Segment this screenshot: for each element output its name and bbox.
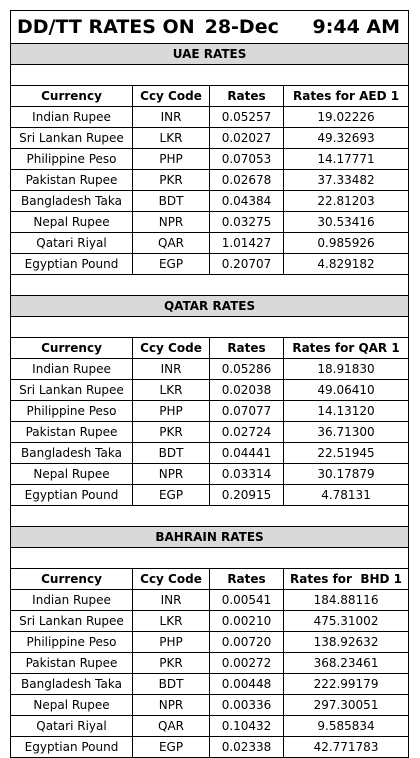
converted-rate-cell: 9.585834 [284,716,409,737]
ccy-code-cell: PKR [133,653,210,674]
currency-cell: Nepal Rupee [11,212,133,233]
spacer-cell [11,317,409,338]
table-row [11,170,409,191]
currency-cell: Sri Lankan Rupee [11,380,133,401]
currency-cell: Bangladesh Taka [11,191,133,212]
rate-cell: 0.10432 [210,716,284,737]
rate-cell: 0.20707 [210,254,284,275]
rate-cell: 0.03275 [210,212,284,233]
spacer-row [11,275,409,296]
ccy-code-cell: PKR [133,422,210,443]
ccy-code-cell: EGP [133,485,210,506]
spacer-cell [11,65,409,86]
rate-cell: 0.00336 [210,695,284,716]
rates-table [10,10,409,758]
converted-rate-cell: 0.985926 [284,233,409,254]
ccy-code-cell: LKR [133,611,210,632]
ccy-code-cell: QAR [133,716,210,737]
converted-rate-cell: 4.829182 [284,254,409,275]
table-row [11,401,409,422]
currency-cell: Philippine Peso [11,632,133,653]
title-label: DD/TT RATES ON [17,16,195,38]
spacer-row [11,65,409,86]
currency-cell: Pakistan Rupee [11,170,133,191]
rates-header: Rates [210,86,284,107]
spacer-row [11,548,409,569]
ccy-code-cell: NPR [133,212,210,233]
currency-cell: Nepal Rupee [11,464,133,485]
rate-cell: 0.00272 [210,653,284,674]
ccy-code-cell: NPR [133,464,210,485]
ccy-code-cell: PHP [133,401,210,422]
converted-rate-cell: 222.99179 [284,674,409,695]
rate-cell: 0.02038 [210,380,284,401]
rates-header: Rates [210,338,284,359]
ccy-code-cell: NPR [133,695,210,716]
currency-cell: Sri Lankan Rupee [11,128,133,149]
rate-cell: 0.04384 [210,191,284,212]
rate-cell: 0.00720 [210,632,284,653]
spacer-cell [11,506,409,527]
title-time: 9:44 AM [312,16,401,38]
converted-rate-cell: 297.30051 [284,695,409,716]
spacer-cell [11,275,409,296]
table-row [11,485,409,506]
rate-cell: 0.20915 [210,485,284,506]
converted-rate-cell: 22.81203 [284,191,409,212]
title-cell [11,11,409,44]
rates-sheet [10,10,408,758]
title-row [11,11,409,44]
converted-rate-cell: 37.33482 [284,170,409,191]
ccy-code-cell: PKR [133,170,210,191]
rate-cell: 0.07053 [210,149,284,170]
rate-cell: 0.02338 [210,737,284,758]
rate-cell: 0.05286 [210,359,284,380]
ccy-code-cell: INR [133,359,210,380]
ccy-code-cell: LKR [133,128,210,149]
rate-cell: 0.04441 [210,443,284,464]
spacer-cell [11,548,409,569]
table-row [11,380,409,401]
currency-cell: Egyptian Pound [11,254,133,275]
currency-cell: Pakistan Rupee [11,653,133,674]
rates-table-body [11,11,409,758]
table-row [11,464,409,485]
table-row [11,107,409,128]
converted-rate-cell: 42.771783 [284,737,409,758]
rate-cell: 0.00448 [210,674,284,695]
table-row [11,191,409,212]
table-row [11,674,409,695]
section-heading-row [11,296,409,317]
spacer-row [11,317,409,338]
converted-rate-cell: 14.13120 [284,401,409,422]
rate-cell: 0.02724 [210,422,284,443]
ccy-code-cell: QAR [133,233,210,254]
table-row [11,737,409,758]
section-heading-row [11,44,409,65]
currency-cell: Indian Rupee [11,590,133,611]
ccy-code-header: Ccy Code [133,338,210,359]
column-header-row [11,569,409,590]
table-row [11,590,409,611]
ccy-code-cell: INR [133,590,210,611]
rates-for-header: Rates for BHD 1 [284,569,409,590]
table-row [11,359,409,380]
converted-rate-cell: 19.02226 [284,107,409,128]
ccy-code-header: Ccy Code [133,569,210,590]
column-header-row [11,338,409,359]
converted-rate-cell: 22.51945 [284,443,409,464]
ccy-code-cell: EGP [133,737,210,758]
converted-rate-cell: 14.17771 [284,149,409,170]
rate-cell: 0.07077 [210,401,284,422]
currency-cell: Sri Lankan Rupee [11,611,133,632]
converted-rate-cell: 138.92632 [284,632,409,653]
currency-cell: Bangladesh Taka [11,674,133,695]
title-date: 28-Dec [204,16,279,38]
currency-cell: Philippine Peso [11,401,133,422]
currency-cell: Bangladesh Taka [11,443,133,464]
ccy-code-cell: LKR [133,380,210,401]
table-row [11,716,409,737]
converted-rate-cell: 475.31002 [284,611,409,632]
currency-cell: Indian Rupee [11,359,133,380]
converted-rate-cell: 30.53416 [284,212,409,233]
converted-rate-cell: 49.32693 [284,128,409,149]
rate-cell: 0.02678 [210,170,284,191]
table-row [11,128,409,149]
ccy-code-cell: EGP [133,254,210,275]
table-row [11,212,409,233]
ccy-code-cell: BDT [133,674,210,695]
column-header-row [11,86,409,107]
converted-rate-cell: 49.06410 [284,380,409,401]
table-row [11,422,409,443]
rates-header: Rates [210,569,284,590]
rate-cell: 0.05257 [210,107,284,128]
currency-cell: Egyptian Pound [11,737,133,758]
section-heading: QATAR RATES [11,296,409,317]
currency-header: Currency [11,338,133,359]
converted-rate-cell: 36.71300 [284,422,409,443]
table-row [11,632,409,653]
table-row [11,611,409,632]
table-row [11,233,409,254]
currency-cell: Qatari Riyal [11,233,133,254]
rates-for-header: Rates for AED 1 [284,86,409,107]
currency-cell: Pakistan Rupee [11,422,133,443]
table-row [11,695,409,716]
currency-cell: Nepal Rupee [11,695,133,716]
ccy-code-cell: INR [133,107,210,128]
ccy-code-cell: PHP [133,632,210,653]
ccy-code-cell: BDT [133,191,210,212]
rate-cell: 0.03314 [210,464,284,485]
rates-for-header: Rates for QAR 1 [284,338,409,359]
converted-rate-cell: 184.88116 [284,590,409,611]
currency-cell: Egyptian Pound [11,485,133,506]
currency-cell: Qatari Riyal [11,716,133,737]
table-row [11,149,409,170]
section-heading: BAHRAIN RATES [11,527,409,548]
section-heading-row [11,527,409,548]
converted-rate-cell: 368.23461 [284,653,409,674]
converted-rate-cell: 18.91830 [284,359,409,380]
spacer-row [11,506,409,527]
rate-cell: 1.01427 [210,233,284,254]
rate-cell: 0.00541 [210,590,284,611]
table-row [11,653,409,674]
rate-cell: 0.00210 [210,611,284,632]
rate-cell: 0.02027 [210,128,284,149]
ccy-code-cell: PHP [133,149,210,170]
currency-cell: Indian Rupee [11,107,133,128]
ccy-code-cell: BDT [133,443,210,464]
table-row [11,254,409,275]
currency-cell: Philippine Peso [11,149,133,170]
ccy-code-header: Ccy Code [133,86,210,107]
converted-rate-cell: 30.17879 [284,464,409,485]
converted-rate-cell: 4.78131 [284,485,409,506]
currency-header: Currency [11,86,133,107]
currency-header: Currency [11,569,133,590]
section-heading: UAE RATES [11,44,409,65]
table-row [11,443,409,464]
